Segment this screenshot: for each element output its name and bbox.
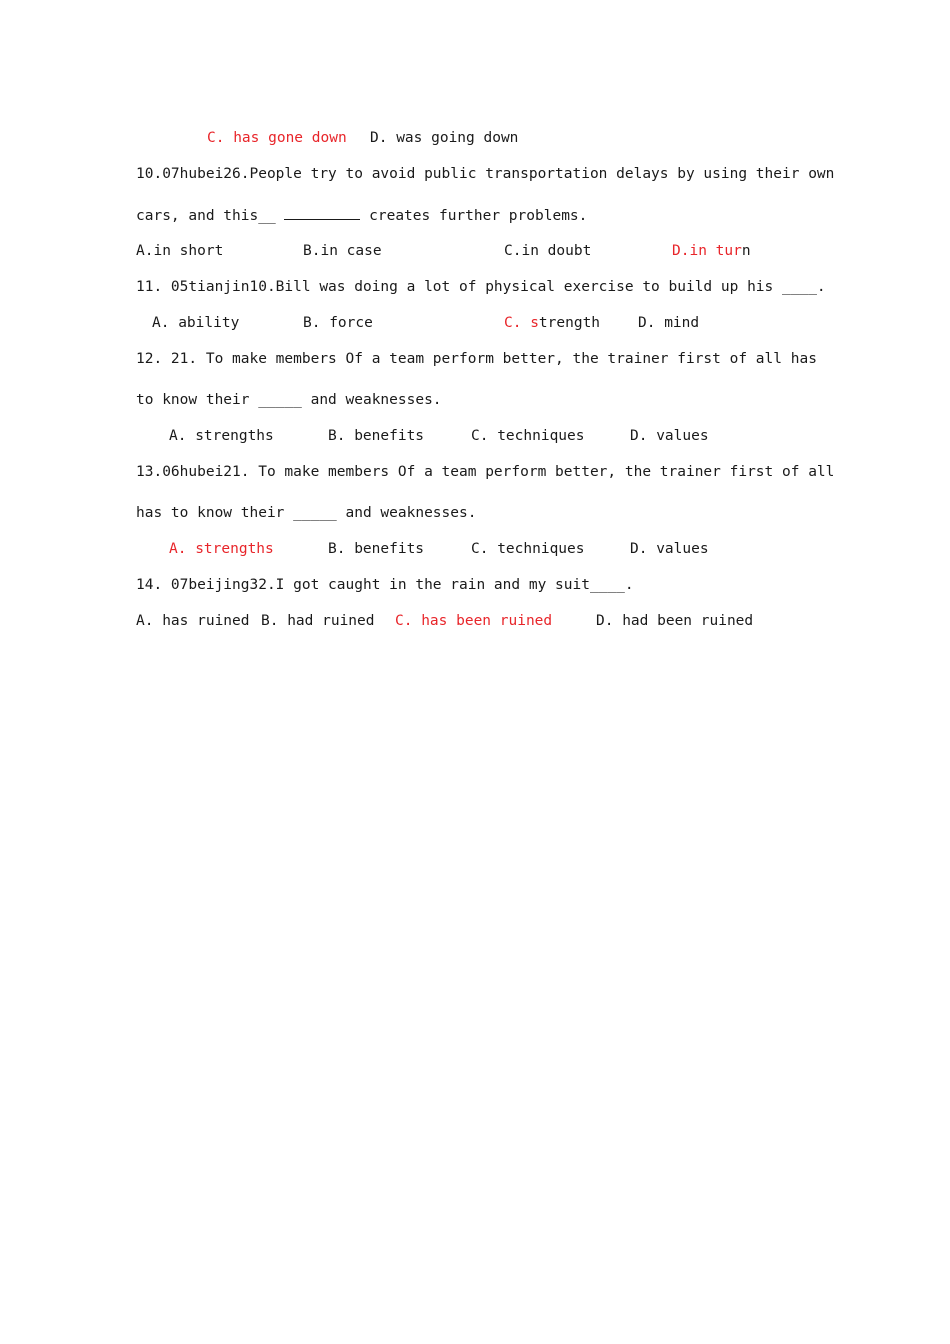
q10-stem-line2-start: cars, and this__ (136, 208, 285, 224)
q10-stem-line2-end: creates further problems. (360, 208, 588, 224)
q13-option-b: B. benefits (328, 541, 425, 557)
q11-option-b: B. force (303, 315, 373, 331)
q14-stem: 14. 07beijing32.I got caught in the rain and my suit____. (136, 577, 634, 593)
q12-option-a: A. strengths (169, 428, 274, 444)
q12-option-d: D. values (630, 428, 709, 444)
q10-stem-line2 (136, 205, 587, 225)
q13-stem-line1: 13.06hubei21. To make members Of a team perform better, the trainer first of all (136, 464, 835, 480)
q10-option-d-answer: D.in tur (672, 243, 742, 259)
q10-option-c: C.in doubt (504, 243, 592, 259)
q14-option-b: B. had ruined (261, 613, 375, 629)
q11-option-c (504, 313, 600, 333)
q13-option-a: A. strengths (169, 541, 274, 557)
q13-option-d: D. values (630, 541, 709, 557)
q14-option-d: D. had been ruined (596, 613, 754, 629)
q10-option-a: A.in short (136, 243, 224, 259)
q9-option-c: C. has gone down (207, 130, 347, 146)
q11-option-c-tail: trength (538, 315, 601, 331)
q10-answer-blank (284, 205, 360, 220)
q12-stem-line2: to know their _____ and weaknesses. (136, 392, 442, 408)
q14-option-c: C. has been ruined (395, 613, 553, 629)
q10-option-d-tail: n (741, 243, 751, 259)
q11-stem: 11. 05tianjin10.Bill was doing a lot of physical exercise to build up his ____. (136, 279, 826, 295)
q11-option-d: D. mind (638, 315, 700, 331)
q12-option-c: C. techniques (471, 428, 585, 444)
q11-option-c-answer: C. s (504, 315, 539, 331)
q13-stem-line2: has to know their _____ and weaknesses. (136, 505, 477, 521)
q9-option-d: D. was going down (370, 130, 519, 146)
q10-option-b: B.in case (303, 243, 382, 259)
q11-option-a: A. ability (152, 315, 240, 331)
q13-option-c: C. techniques (471, 541, 585, 557)
q10-option-d (672, 241, 751, 261)
q12-stem-line1: 12. 21. To make members Of a team perform better, the trainer first of all has (136, 351, 817, 367)
q14-option-a: A. has ruined (136, 613, 250, 629)
q10-stem-line1: 10.07hubei26.People try to avoid public transportation delays by using their own (136, 166, 835, 182)
q12-option-b: B. benefits (328, 428, 425, 444)
